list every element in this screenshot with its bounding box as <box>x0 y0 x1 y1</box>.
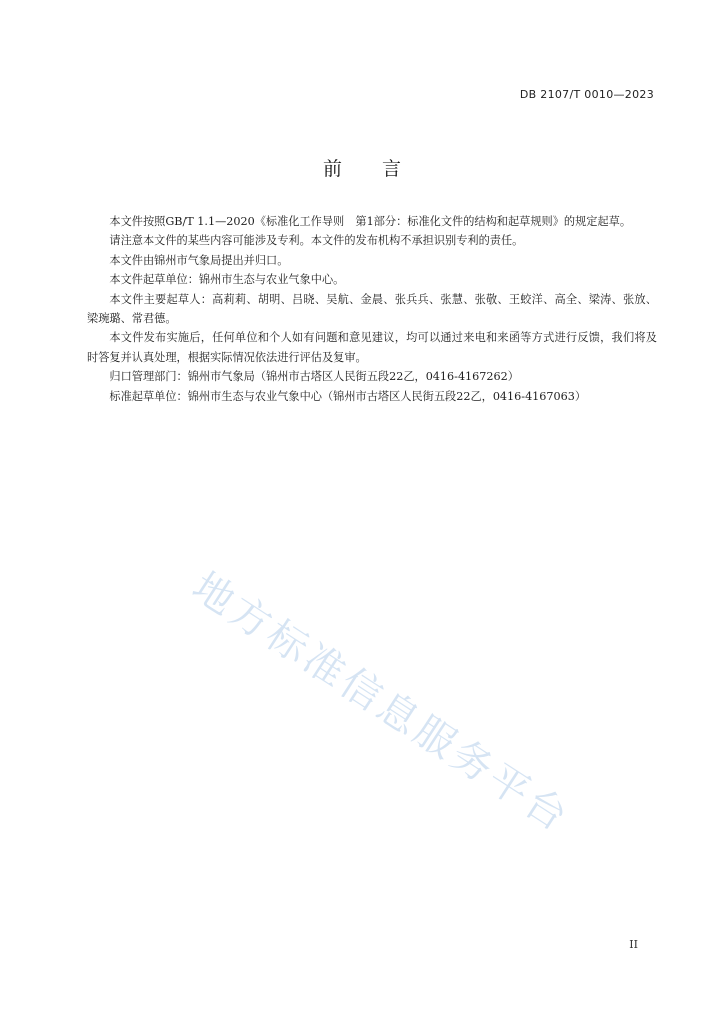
paragraph-drafters: 本文件主要起草人：高莉莉、胡明、吕晓、吴航、金晨、张兵兵、张慧、张敬、王蛟洋、高全、梁涛、张放、梁琬璐、常君德。 <box>87 292 657 326</box>
paragraph-feedback: 本文件发布实施后，任何单位和个人如有问题和意见建议，均可以通过来电和来函等方式进行反馈，我们将及时答复并认真处理，根据实际情况依法进行评估及复审。 <box>87 331 657 364</box>
paragraph-admin-department: 归口管理部门：锦州市气象局（锦州市古塔区人民街五段22乙，0416-4167262） <box>109 370 519 384</box>
paragraph-proposer: 本文件由锦州市气象局提出并归口。 <box>109 253 289 267</box>
foreword-body <box>87 212 657 406</box>
document-code: DB 2107/T 0010—2023 <box>519 88 654 101</box>
page-number: II <box>629 938 638 951</box>
paragraph-standard-drafter: 标准起草单位：锦州市生态与农业气象中心（锦州市古塔区人民街五段22乙，0416-4167063） <box>109 389 587 403</box>
paragraph-drafting-rules: 本文件按照GB/T 1.1—2020《标准化工作导则 第1部分：标准化文件的结构和起草规则》的规定起草。 <box>109 215 632 228</box>
paragraph-patent-notice: 请注意本文件的某些内容可能涉及专利。本文件的发布机构不承担识别专利的责任。 <box>109 234 524 248</box>
paragraph-drafting-unit: 本文件起草单位：锦州市生态与农业气象中心。 <box>109 273 345 287</box>
watermark: 地方标准信息服务平台 <box>184 563 579 843</box>
page-title: 前言 <box>322 158 441 180</box>
